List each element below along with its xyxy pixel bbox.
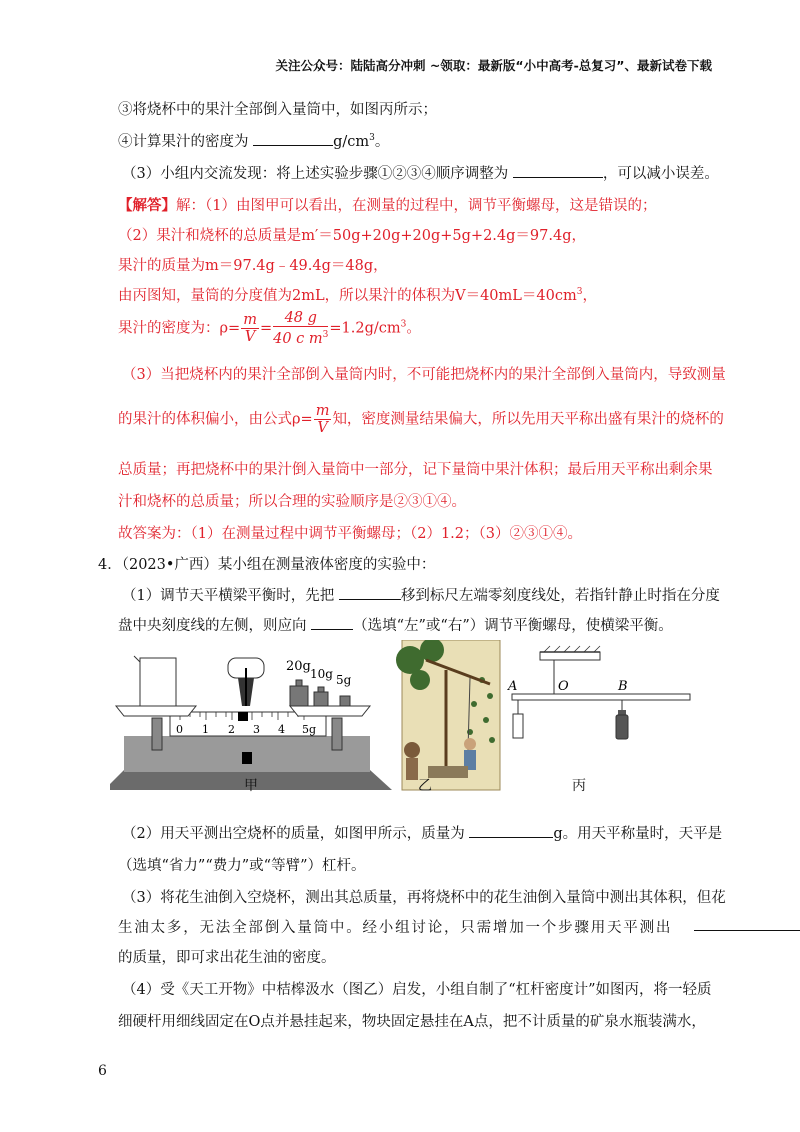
p4-question-4a: （4）受《天工开物》中桔槔汲水（图乙）启发，小组自制了“杠杆密度计”如图丙，将一轻质 — [122, 982, 712, 998]
svg-text:5g: 5g — [302, 723, 317, 736]
blank-4 — [694, 930, 800, 931]
answer-line-2: （2）果汁和烧杯的总质量是m′＝50g+20g+20g+5g+2.4g＝97.4g， — [118, 228, 586, 244]
blank-1 — [339, 585, 401, 600]
p4-question-1b: 盘中央刻度线的左侧，则应向 （选填“左”或“右”）调节平衡螺母，使横梁平衡。 — [118, 614, 673, 635]
balance-figure — [110, 656, 392, 790]
page-header: 关注公众号：陆陆高分冲刺 ~领取：最新版“小中高考-总复习”、最新试卷下载 — [275, 58, 712, 73]
svg-text:5g: 5g — [336, 673, 352, 687]
caption-jia: 甲 — [244, 778, 258, 794]
svg-text:20g: 20g — [286, 659, 311, 674]
p4-question-3c: 的质量，即可求出花生油的密度。 — [118, 950, 336, 966]
svg-text:A: A — [508, 679, 518, 694]
p4-question-3b: 生油太多，无法全部倒入量筒中。经小组讨论，只需增加一个步骤用天平测出 — [118, 920, 673, 936]
p4-question-4b: 细硬杆用细线固定在O点并悬挂起来，物块固定悬挂在A点，把不计质量的矿泉水瓶装满水， — [118, 1014, 706, 1030]
step-3: ③将烧杯中的果汁全部倒入量筒中，如图丙所示； — [118, 102, 437, 118]
figure-group — [110, 640, 700, 810]
blank-order — [513, 163, 603, 178]
answer-line-6: （3）当把烧杯内的果汁全部倒入量筒内时，不可能把烧杯内的果汁全部倒入量筒内，导致测量 — [122, 367, 726, 383]
blank-3 — [469, 823, 553, 838]
svg-text:B: B — [618, 679, 628, 694]
lever-figure — [507, 646, 690, 739]
caption-yi: 乙 — [418, 778, 432, 794]
caption-bing: 丙 — [572, 778, 586, 794]
p4-question-2b: （选填“省力”“费力”或“等臂”）杠杆。 — [118, 858, 366, 874]
blank-density — [253, 131, 333, 146]
p4-question-2a: （2）用天平测出空烧杯的质量，如图甲所示，质量为 g。用天平称量时，天平是 — [122, 822, 722, 843]
answer-line-4: 由丙图知，量筒的分度值为2mL，所以果汁的体积为$V=40mL=40cm^3$， — [118, 287, 597, 304]
page-number: 6 — [98, 1063, 107, 1079]
step-4: ④计算果汁的密度为 $g/cm^3$。 — [118, 130, 389, 151]
p4-question-3a: （3）将花生油倒入空烧杯，测出其总质量，再将烧杯中的花生油倒入量筒中测出其体积，但花 — [122, 890, 726, 906]
svg-text:4: 4 — [278, 723, 285, 736]
problem-4-title: 4．（2023•广西）某小组在测量液体密度的实验中： — [98, 557, 436, 573]
answer-line-10: 故答案为：（1）在测量过程中调节平衡螺母；（2）1.2；（3）②③①④。 — [118, 526, 582, 542]
svg-text:10g: 10g — [310, 667, 333, 681]
svg-text:2: 2 — [228, 723, 235, 736]
svg-text:0: 0 — [176, 723, 183, 736]
blank-2 — [311, 615, 353, 630]
svg-text:1: 1 — [202, 723, 209, 736]
answer-line-3: 果汁的质量为m＝97.4g﹣49.4g＝48g， — [118, 258, 388, 274]
p4-question-1a: （1）调节天平横梁平衡时，先把 移到标尺左端零刻度线处，若指针静止时指在分度 — [122, 584, 720, 605]
well-sweep-picture — [396, 640, 500, 790]
question-3: （3）小组内交流发现：将上述实验步骤①②③④顺序调整为 ，可以减小误差。 — [122, 162, 719, 183]
answer-line-7: 的果汁的体积偏小，由公式ρ= $\frac{m}{V}$ 知，密度测量结果偏大，所以先用天平称出盛有果汁的烧杯的 — [118, 403, 724, 436]
answer-line-8: 总质量；再把烧杯中的果汁倒入量筒中一部分，记下量筒中果汁体积；最后用天平称出剩余果 — [118, 462, 713, 478]
svg-text:O: O — [558, 679, 569, 694]
rider-weight — [238, 712, 248, 721]
svg-text:3: 3 — [253, 723, 260, 736]
answer-line-9: 汁和烧杯的总质量；所以合理的实验顺序是②③①④。 — [118, 494, 466, 510]
answer-line-5: 果汁的密度为：ρ= $\frac{m}{V}$ = $\frac{48 g}{40 c m^3}$ $=1.2g/cm^3$。 — [118, 310, 421, 347]
answer-line-1: 【解答】解：（1）由图甲可以看出，在测量的过程中，调节平衡螺母，这是错误的； — [118, 197, 657, 214]
